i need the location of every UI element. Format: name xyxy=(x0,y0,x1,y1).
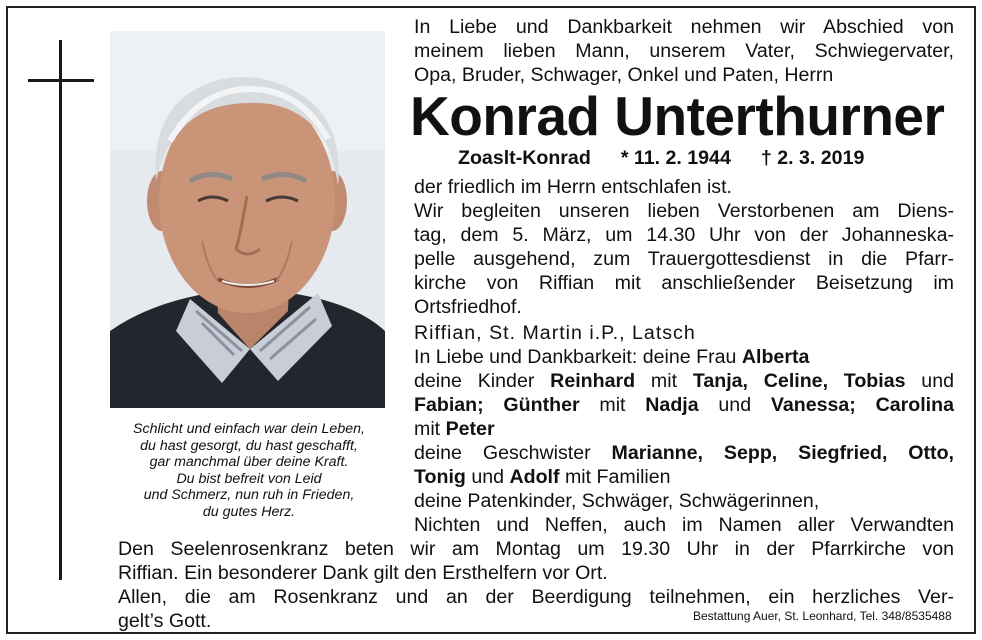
announcement-line: kirche von Riffian mit anschließender Beisetzung im xyxy=(414,272,954,294)
death-date: † 2. 3. 2019 xyxy=(760,147,865,169)
life-dates xyxy=(458,147,864,170)
closing-line: gelt’s Gott. xyxy=(118,610,212,632)
mourners-name: Vanessa; Carolina xyxy=(770,394,954,416)
memorial-poem xyxy=(104,421,394,521)
mourners-line xyxy=(414,370,954,393)
mourners-text: mit xyxy=(635,370,693,392)
deceased-name: Konrad Unterthurner xyxy=(410,85,945,147)
mourners-line xyxy=(414,442,954,465)
poem-line: gar manchmal über deine Kraft. xyxy=(149,454,349,471)
closing-line: Den Seelenrosenkranz beten wir am Montag um 19.30 Uhr in der Pfarrkirche von xyxy=(118,538,954,560)
mourners-name: Peter xyxy=(445,418,495,440)
cross-icon-bar xyxy=(28,79,94,82)
mourners-line: deine Patenkinder, Schwäger, Schwägerinnen, xyxy=(414,490,820,512)
closing-line: Allen, die am Rosenkranz und an der Beerdigung teilnehmen, ein herzliches Ver- xyxy=(118,586,954,608)
announcement-line: Ortsfriedhof. xyxy=(414,296,522,318)
funeral-home-credit: Bestattung Auer, St. Leonhard, Tel. 348/8535488 xyxy=(693,609,952,623)
poem-line: Du bist befreit von Leid xyxy=(176,470,322,487)
intro-line: In Liebe und Dankbarkeit nehmen wir Abschied von xyxy=(414,16,954,38)
poem-line: Schlicht und einfach war dein Leben, xyxy=(133,421,365,437)
mourners-line xyxy=(414,346,954,369)
portrait-photo xyxy=(110,31,385,408)
mourners-text: In Liebe und Dankbarkeit: deine Frau xyxy=(414,346,742,368)
mourners-text: mit Familien xyxy=(559,466,671,488)
closing-line: Riffian. Ein besonderer Dank gilt den Ersthelfern vor Ort. xyxy=(118,562,608,584)
announcement-line: der friedlich im Herrn entschlafen ist. xyxy=(414,176,732,198)
announcement-line: tag, dem 5. März, um 14.30 Uhr von der Johanneska- xyxy=(414,224,954,246)
mourners-line xyxy=(414,466,954,489)
poem-line: du hast gesorgt, du hast geschafft, xyxy=(140,437,358,454)
mourners-name: Reinhard xyxy=(550,370,636,392)
mourners-line xyxy=(414,394,954,417)
mourners-text: deine Geschwister xyxy=(414,442,612,464)
mourners-line xyxy=(414,418,954,441)
mourners-name: Nadja xyxy=(645,394,699,416)
mourners-text: mit xyxy=(414,418,446,440)
mourners-name: Alberta xyxy=(741,346,810,368)
places: Riffian, St. Martin i.P., Latsch xyxy=(414,322,696,344)
announcement-line: pelle ausgehend, zum Trauergottesdienst in die Pfarr- xyxy=(414,248,954,270)
cross-icon xyxy=(59,40,62,580)
mourners-name: Fabian; Günther xyxy=(414,394,580,416)
nickname: Zoaslt-Konrad xyxy=(458,147,591,169)
mourners-name: Tonig xyxy=(414,466,466,488)
mourners-name: Tanja, Celine, Tobias xyxy=(692,370,906,392)
poem-line: du gutes Herz. xyxy=(202,503,296,520)
intro-line: meinem lieben Mann, unserem Vater, Schwiegervater, xyxy=(414,40,954,62)
birth-date: * 11. 2. 1944 xyxy=(620,147,731,169)
mourners-name: Adolf xyxy=(509,466,560,488)
poem-line: und Schmerz, nun ruh in Frieden, xyxy=(143,487,355,504)
mourners-text: und xyxy=(905,370,954,392)
mourners-text: mit xyxy=(579,394,646,416)
mourners-name: Marianne, Sepp, Siegfried, Otto, xyxy=(611,442,954,464)
announcement-line: Wir begleiten unseren lieben Verstorbenen am Diens- xyxy=(414,200,954,222)
mourners-text: und xyxy=(698,394,771,416)
intro-line: Opa, Bruder, Schwager, Onkel und Paten, Herrn xyxy=(414,64,834,86)
mourners-text: und xyxy=(465,466,510,488)
mourners-text: deine Kinder xyxy=(414,370,551,392)
mourners-line: Nichten und Neffen, auch im Namen aller Verwandten xyxy=(414,514,954,536)
